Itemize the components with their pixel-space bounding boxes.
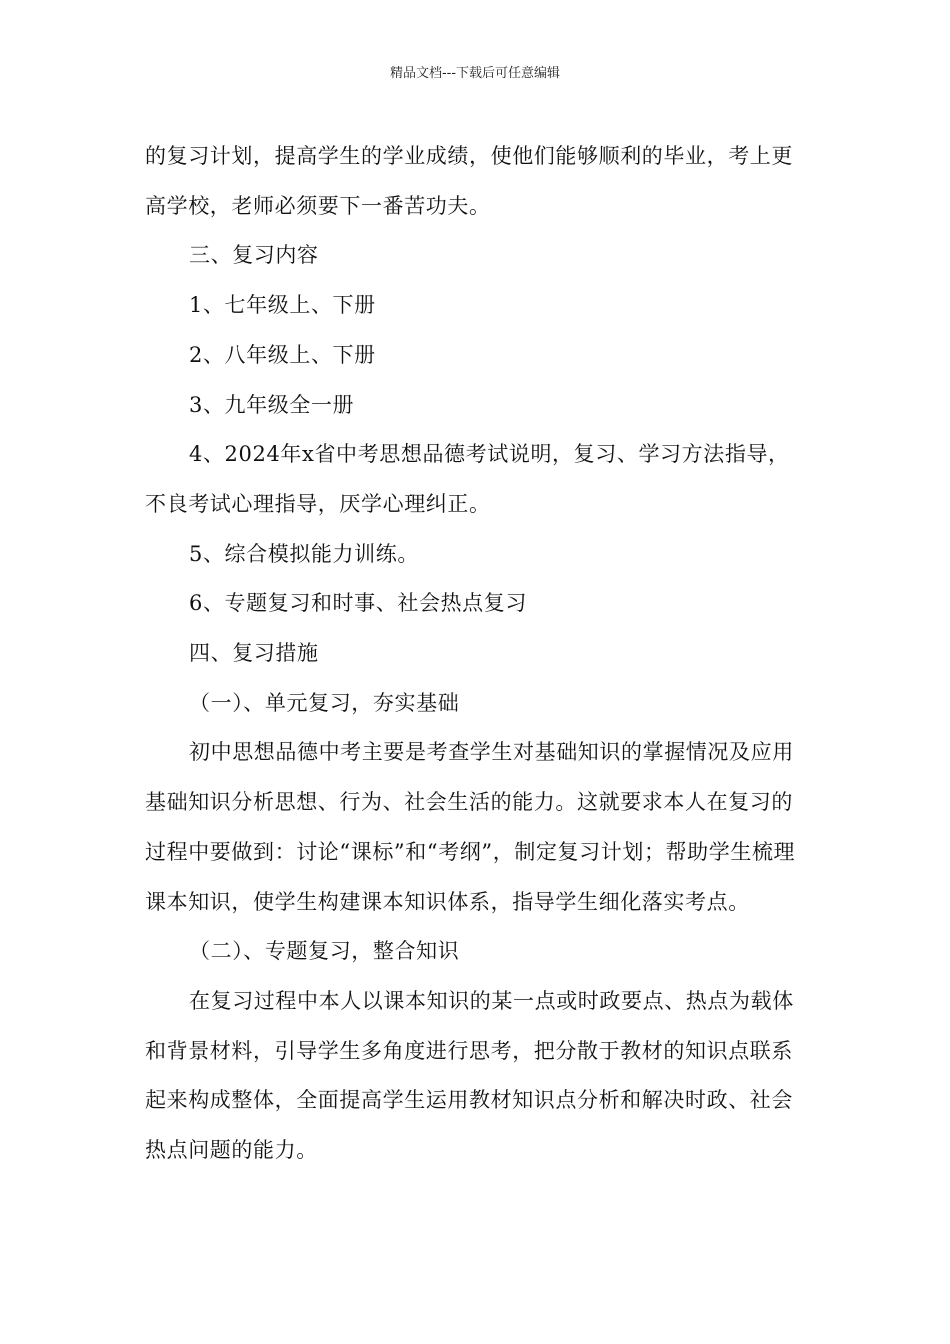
- section-heading-review-measures: 四、复习措施: [189, 641, 319, 666]
- list-item-grade7: 1、七年级上、下册: [189, 293, 376, 318]
- list-item-exam-guide: 4、2024年x省中考思想品德考试说明，复习、学习方法指导，不良考试心理指导，厌学心理纠正。: [145, 442, 790, 516]
- page-header: 精品文档---下载后可任意编辑: [389, 66, 561, 81]
- list-item-mock-training: 5、综合模拟能力训练。: [189, 541, 419, 566]
- subsection-heading-topic-review: （二）、专题复习，整合知识: [189, 939, 460, 964]
- list-item-grade8: 2、八年级上、下册: [189, 342, 376, 367]
- document-body: [145, 132, 811, 1176]
- list-item-grade9: 3、九年级全一册: [189, 392, 355, 417]
- list-item-topic-review: 6、专题复习和时事、社会热点复习: [189, 591, 527, 616]
- paragraph-continuation: 的复习计划，提高学生的学业成绩，使他们能够顺利的毕业，考上更高学校，老师必须要下一番苦功夫。: [145, 144, 793, 218]
- paragraph-topic-review: 在复习过程中本人以课本知识的某一点或时政要点、热点为载体和背景材料，引导学生多角度进行思考，把分散于教材的知识点联系起来构成整体，全面提高学生运用教材知识点分析和解决时政、社会热点问题的能力。: [145, 988, 794, 1163]
- subsection-heading-unit-review: （一）、单元复习，夯实基础: [189, 690, 460, 715]
- section-heading-review-content: 三、复习内容: [189, 243, 319, 268]
- paragraph-unit-review: 初中思想品德中考主要是考查学生对基础知识的掌握情况及应用基础知识分析思想、行为、社会生活的能力。这就要求本人在复习的过程中要做到：讨论“课标”和“考纲”，制定复习计划；帮助学生梳理课本知识，使学生构建课本知识体系，指导学生细化落实考点。: [145, 740, 796, 914]
